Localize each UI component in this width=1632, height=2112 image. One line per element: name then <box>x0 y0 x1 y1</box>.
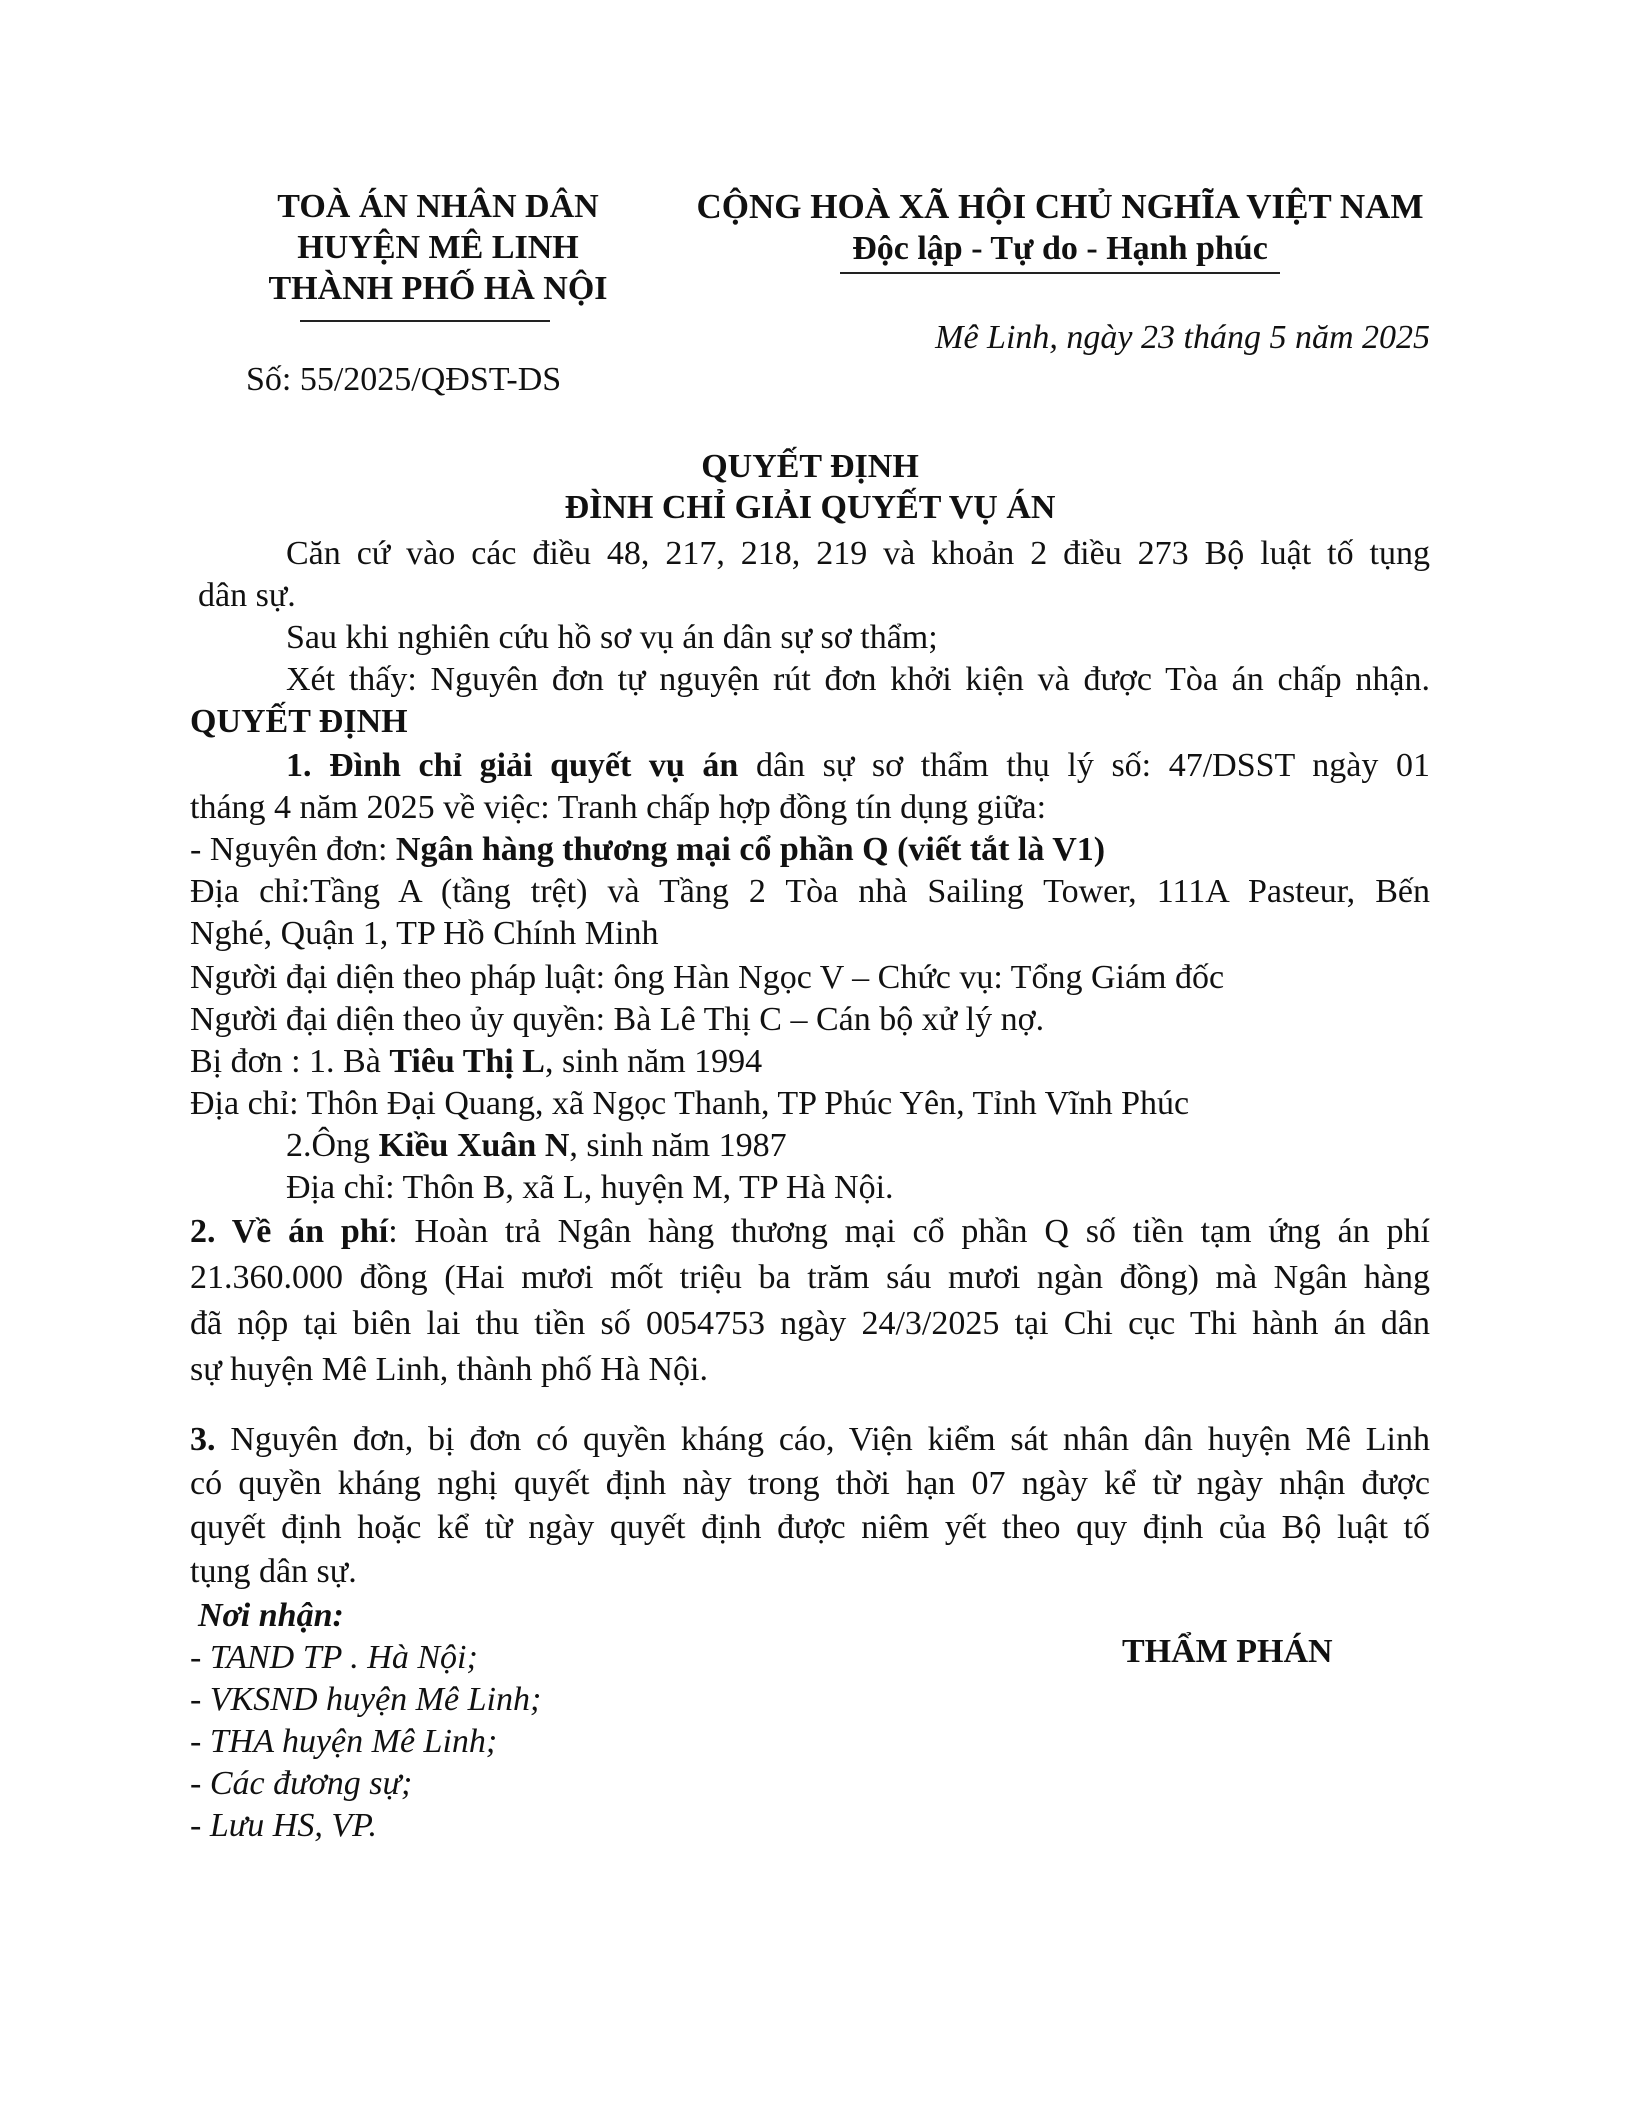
national-motto: Độc lập - Tự do - Hạnh phúc <box>852 230 1268 267</box>
preamble-legal-basis-line-2: dân sự. <box>198 577 296 614</box>
item3-line-4: tụng dân sự. <box>190 1553 357 1590</box>
item1-line-2: tháng 4 năm 2025 về việc: Tranh chấp hợp đồng tín dụng giữa: <box>190 789 1047 826</box>
item3-lead: 3. <box>190 1421 216 1458</box>
document-number: Số: 55/2025/QĐST-DS <box>246 361 562 398</box>
court-line-1: TOÀ ÁN NHÂN DÂN <box>277 188 599 225</box>
defendant-1-prefix: Bị đơn : 1. Bà <box>190 1043 390 1080</box>
court-underline <box>300 320 550 322</box>
item2-line-2: 21.360.000 đồng (Hai mươi mốt triệu ba trăm sáu mươi ngàn đồng) mà Ngân hàng <box>190 1259 1430 1296</box>
defendant-1 <box>190 1040 1430 1083</box>
legal-representative: Người đại diện theo pháp luật: ông Hàn Ngọc V – Chức vụ: Tổng Giám đốc <box>190 959 1225 996</box>
item2-line-4: sự huyện Mê Linh, thành phố Hà Nội. <box>190 1351 708 1388</box>
defendant-2 <box>286 1124 1430 1167</box>
court-name-block <box>198 186 678 309</box>
item2-lead: 2. Về án phí <box>190 1213 389 1250</box>
preamble-finding: Xét thấy: Nguyên đơn tự nguyện rút đơn khởi kiện và được Tòa án chấp nhận. <box>286 661 1430 698</box>
authorized-representative: Người đại diện theo ủy quyền: Bà Lê Thị C – Cán bộ xử lý nợ. <box>190 1001 1045 1038</box>
motto-underline <box>840 272 1280 274</box>
plaintiff-prefix: - Nguyên đơn: <box>190 831 396 868</box>
item2-line-3: đã nộp tại biên lai thu tiền số 0054753 ngày 24/3/2025 tại Chi cục Thi hành án dân <box>190 1305 1430 1342</box>
item2-line-1-text: : Hoàn trả Ngân hàng thương mại cổ phần Q số tiền tạm ứng án phí <box>388 1213 1430 1250</box>
place-and-date: Mê Linh, ngày 23 tháng 5 năm 2025 <box>935 319 1430 356</box>
recipient-item: - TAND TP . Hà Nội; <box>190 1639 478 1676</box>
plaintiff-name: Ngân hàng thương mại cổ phần Q (viết tắt là V1) <box>395 831 1106 868</box>
recipient-item: - THA huyện Mê Linh; <box>190 1723 498 1760</box>
item3-line-1 <box>190 1418 1430 1461</box>
plaintiff-address-line-2: Nghé, Quận 1, TP Hồ Chính Minh <box>190 915 659 952</box>
defendant-2-suffix: , sinh năm 1987 <box>569 1127 787 1164</box>
item3-line-1-text: Nguyên đơn, bị đơn có quyền kháng cáo, Viện kiểm sát nhân dân huyện Mê Linh <box>215 1421 1430 1458</box>
recipient-item: - Các đương sự; <box>190 1765 413 1802</box>
nation-title: CỘNG HOÀ XÃ HỘI CHỦ NGHĨA VIỆT NAM <box>696 187 1424 226</box>
title-line-2: ĐÌNH CHỈ GIẢI QUYẾT VỤ ÁN <box>564 489 1056 526</box>
item2-line-1 <box>190 1210 1430 1253</box>
defendant-1-name: Tiêu Thị L <box>389 1043 545 1080</box>
defendant-2-address: Địa chỉ: Thôn B, xã L, huyện M, TP Hà Nội. <box>286 1169 894 1206</box>
item1-lead: 1. Đình chỉ giải quyết vụ án <box>286 747 739 784</box>
item1-line-1 <box>286 744 1430 787</box>
court-line-2: HUYỆN MÊ LINH <box>297 229 579 266</box>
decision-heading: QUYẾT ĐỊNH <box>190 703 408 740</box>
title-line-1: QUYẾT ĐỊNH <box>701 448 919 485</box>
plaintiff-address-line-1: Địa chỉ:Tầng A (tầng trệt) và Tầng 2 Tòa nhà Sailing Tower, 111A Pasteur, Bến <box>190 873 1430 910</box>
court-line-3: THÀNH PHỐ HÀ NỘI <box>268 270 608 307</box>
item3-line-2: có quyền kháng nghị quyết định này trong thời hạn 07 ngày kể từ ngày nhận được <box>190 1465 1430 1502</box>
item3-line-3: quyết định hoặc kể từ ngày quyết định được niêm yết theo quy định của Bộ luật tố <box>190 1509 1430 1546</box>
defendant-1-address: Địa chỉ: Thôn Đại Quang, xã Ngọc Thanh, TP Phúc Yên, Tỉnh Vĩnh Phúc <box>190 1085 1190 1122</box>
defendant-1-suffix: , sinh năm 1994 <box>544 1043 763 1080</box>
plaintiff-line <box>190 828 1430 871</box>
preamble-study: Sau khi nghiên cứu hồ sơ vụ án dân sự sơ thẩm; <box>286 619 938 656</box>
preamble-legal-basis-line-1: Căn cứ vào các điều 48, 217, 218, 219 và khoản 2 điều 273 Bộ luật tố tụng <box>286 535 1430 572</box>
defendant-2-name: Kiều Xuân N <box>378 1127 570 1164</box>
document-title <box>190 446 1430 528</box>
judge-signature-title: THẨM PHÁN <box>1122 1633 1333 1670</box>
item1-line-1-text: dân sự sơ thẩm thụ lý số: 47/DSST ngày 01 <box>738 747 1431 784</box>
defendant-2-prefix: 2.Ông <box>286 1127 379 1164</box>
recipient-item: - VKSND huyện Mê Linh; <box>190 1681 542 1718</box>
recipients-heading: Nơi nhận: <box>198 1597 344 1634</box>
recipient-item: - Lưu HS, VP. <box>190 1807 377 1844</box>
